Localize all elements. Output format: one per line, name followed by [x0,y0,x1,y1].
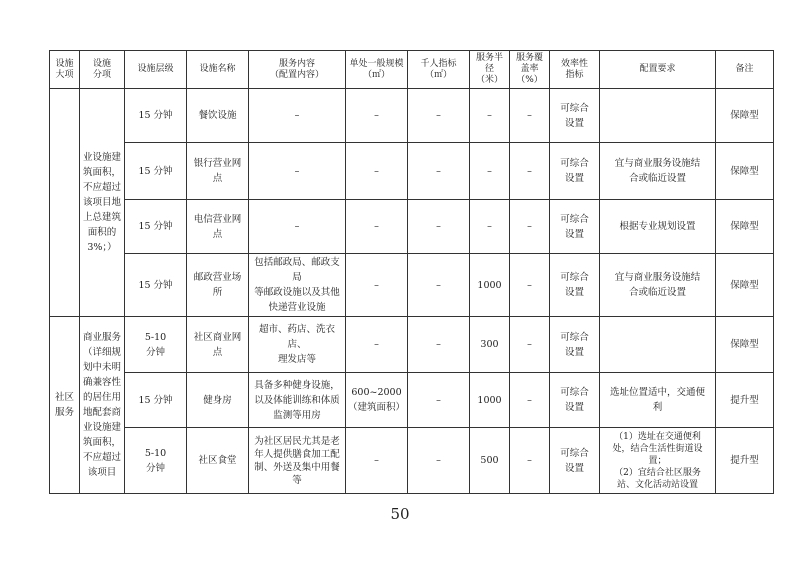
per-thousand-cell: – [408,254,470,317]
remark-cell: 保障型 [716,317,774,373]
remark-cell: 保障型 [716,89,774,143]
level-cell: 15 分钟 [125,89,187,143]
col-header-remark: 备注 [716,51,774,89]
col-header-radius: 服务半 径 （米） [470,51,510,89]
per-thousand-cell: – [408,143,470,200]
col-header-subcategory: 设施 分项 [80,51,125,89]
per-thousand-cell: – [408,317,470,373]
requirement-cell: 选址位置适中，交通便 利 [600,373,716,428]
coverage-cell: – [510,200,550,254]
col-header-service: 服务内容 （配置内容） [249,51,346,89]
service-cell: – [249,200,346,254]
radius-cell: – [470,143,510,200]
category-cell: 社区 服务 [50,317,80,494]
table-row [50,143,774,200]
service-cell: – [249,143,346,200]
col-header-level: 设施层级 [125,51,187,89]
efficiency-cell: 可综合 设置 [550,143,600,200]
level-cell: 15 分钟 [125,143,187,200]
per-thousand-cell: – [408,89,470,143]
remark-cell: 保障型 [716,200,774,254]
col-header-coverage: 服务覆 盖率 （%） [510,51,550,89]
scale-cell: – [346,143,408,200]
col-header-name: 设施名称 [187,51,249,89]
radius-cell: – [470,200,510,254]
name-cell: 银行营业网 点 [187,143,249,200]
efficiency-cell: 可综合 设置 [550,254,600,317]
col-header-scale: 单处一般规模 （㎡） [346,51,408,89]
category-cell-empty [50,89,80,317]
radius-cell: 1000 [470,254,510,317]
coverage-cell: – [510,143,550,200]
efficiency-cell: 可综合 设置 [550,373,600,428]
per-thousand-cell: – [408,200,470,254]
level-cell: 5-10 分钟 [125,317,187,373]
level-cell: 15 分钟 [125,373,187,428]
requirement-cell: 宜与商业服务设施结 合或临近设置 [600,143,716,200]
efficiency-cell: 可综合 设置 [550,428,600,494]
requirement-cell: 宜与商业服务设施结 合或临近设置 [600,254,716,317]
name-cell: 社区食堂 [187,428,249,494]
remark-cell: 保障型 [716,143,774,200]
per-thousand-cell: – [408,373,470,428]
requirement-cell [600,89,716,143]
radius-cell: – [470,89,510,143]
radius-cell: 500 [470,428,510,494]
name-cell: 社区商业网 点 [187,317,249,373]
col-header-category: 设施 大项 [50,51,80,89]
level-cell: 5-10 分钟 [125,428,187,494]
name-cell: 邮政营业场 所 [187,254,249,317]
coverage-cell: – [510,373,550,428]
scale-cell: – [346,89,408,143]
radius-cell: 300 [470,317,510,373]
name-cell: 餐饮设施 [187,89,249,143]
service-cell: 包括邮政局、邮政支局 等邮政设施以及其他 快递营业设施 [249,254,346,317]
efficiency-cell: 可综合 设置 [550,317,600,373]
per-thousand-cell: – [408,428,470,494]
table-row [50,254,774,317]
remark-cell: 提升型 [716,428,774,494]
coverage-cell: – [510,317,550,373]
subcategory-cell: 商业服务（详细规划中未明确兼容性的居住用地配套商业设施建筑面积，不应超过该项目 [80,317,125,494]
coverage-cell: – [510,428,550,494]
coverage-cell: – [510,254,550,317]
scale-cell: – [346,200,408,254]
subcategory-cell: 业设施建筑面积，不应超过该项目地上总建筑面积的3%；） [80,89,125,317]
name-cell: 电信营业网 点 [187,200,249,254]
requirement-cell: （1）选址在交通便利 处，结合生活性街道设 置； （2）宜结合社区服务 站、文化活动站设置 [600,428,716,494]
col-header-per-thousand: 千人指标 （㎡） [408,51,470,89]
table-row [50,373,774,428]
page-number: 50 [390,505,410,523]
scale-cell: – [346,317,408,373]
header-row [50,51,774,89]
table-row [50,89,774,143]
efficiency-cell: 可综合 设置 [550,89,600,143]
requirement-cell: 根据专业规划设置 [600,200,716,254]
table-row [50,428,774,494]
scale-cell: – [346,254,408,317]
remark-cell: 提升型 [716,373,774,428]
name-cell: 健身房 [187,373,249,428]
remark-cell: 保障型 [716,254,774,317]
service-cell: 具备多种健身设施， 以及体能训练和体质 监测等用房 [249,373,346,428]
scale-cell: 600~2000 （建筑面积） [346,373,408,428]
efficiency-cell: 可综合 设置 [550,200,600,254]
level-cell: 15 分钟 [125,200,187,254]
col-header-requirement: 配置要求 [600,51,716,89]
service-cell: – [249,89,346,143]
service-cell: 为社区居民尤其是老 年人提供膳食加工配 制、外送及集中用餐 等 [249,428,346,494]
table-row [50,200,774,254]
facility-table [49,50,774,494]
service-cell: 超市、药店、洗衣店、 理发店等 [249,317,346,373]
scale-cell: – [346,428,408,494]
requirement-cell [600,317,716,373]
level-cell: 15 分钟 [125,254,187,317]
table-row [50,317,774,373]
coverage-cell: – [510,89,550,143]
radius-cell: 1000 [470,373,510,428]
col-header-efficiency: 效率性 指标 [550,51,600,89]
